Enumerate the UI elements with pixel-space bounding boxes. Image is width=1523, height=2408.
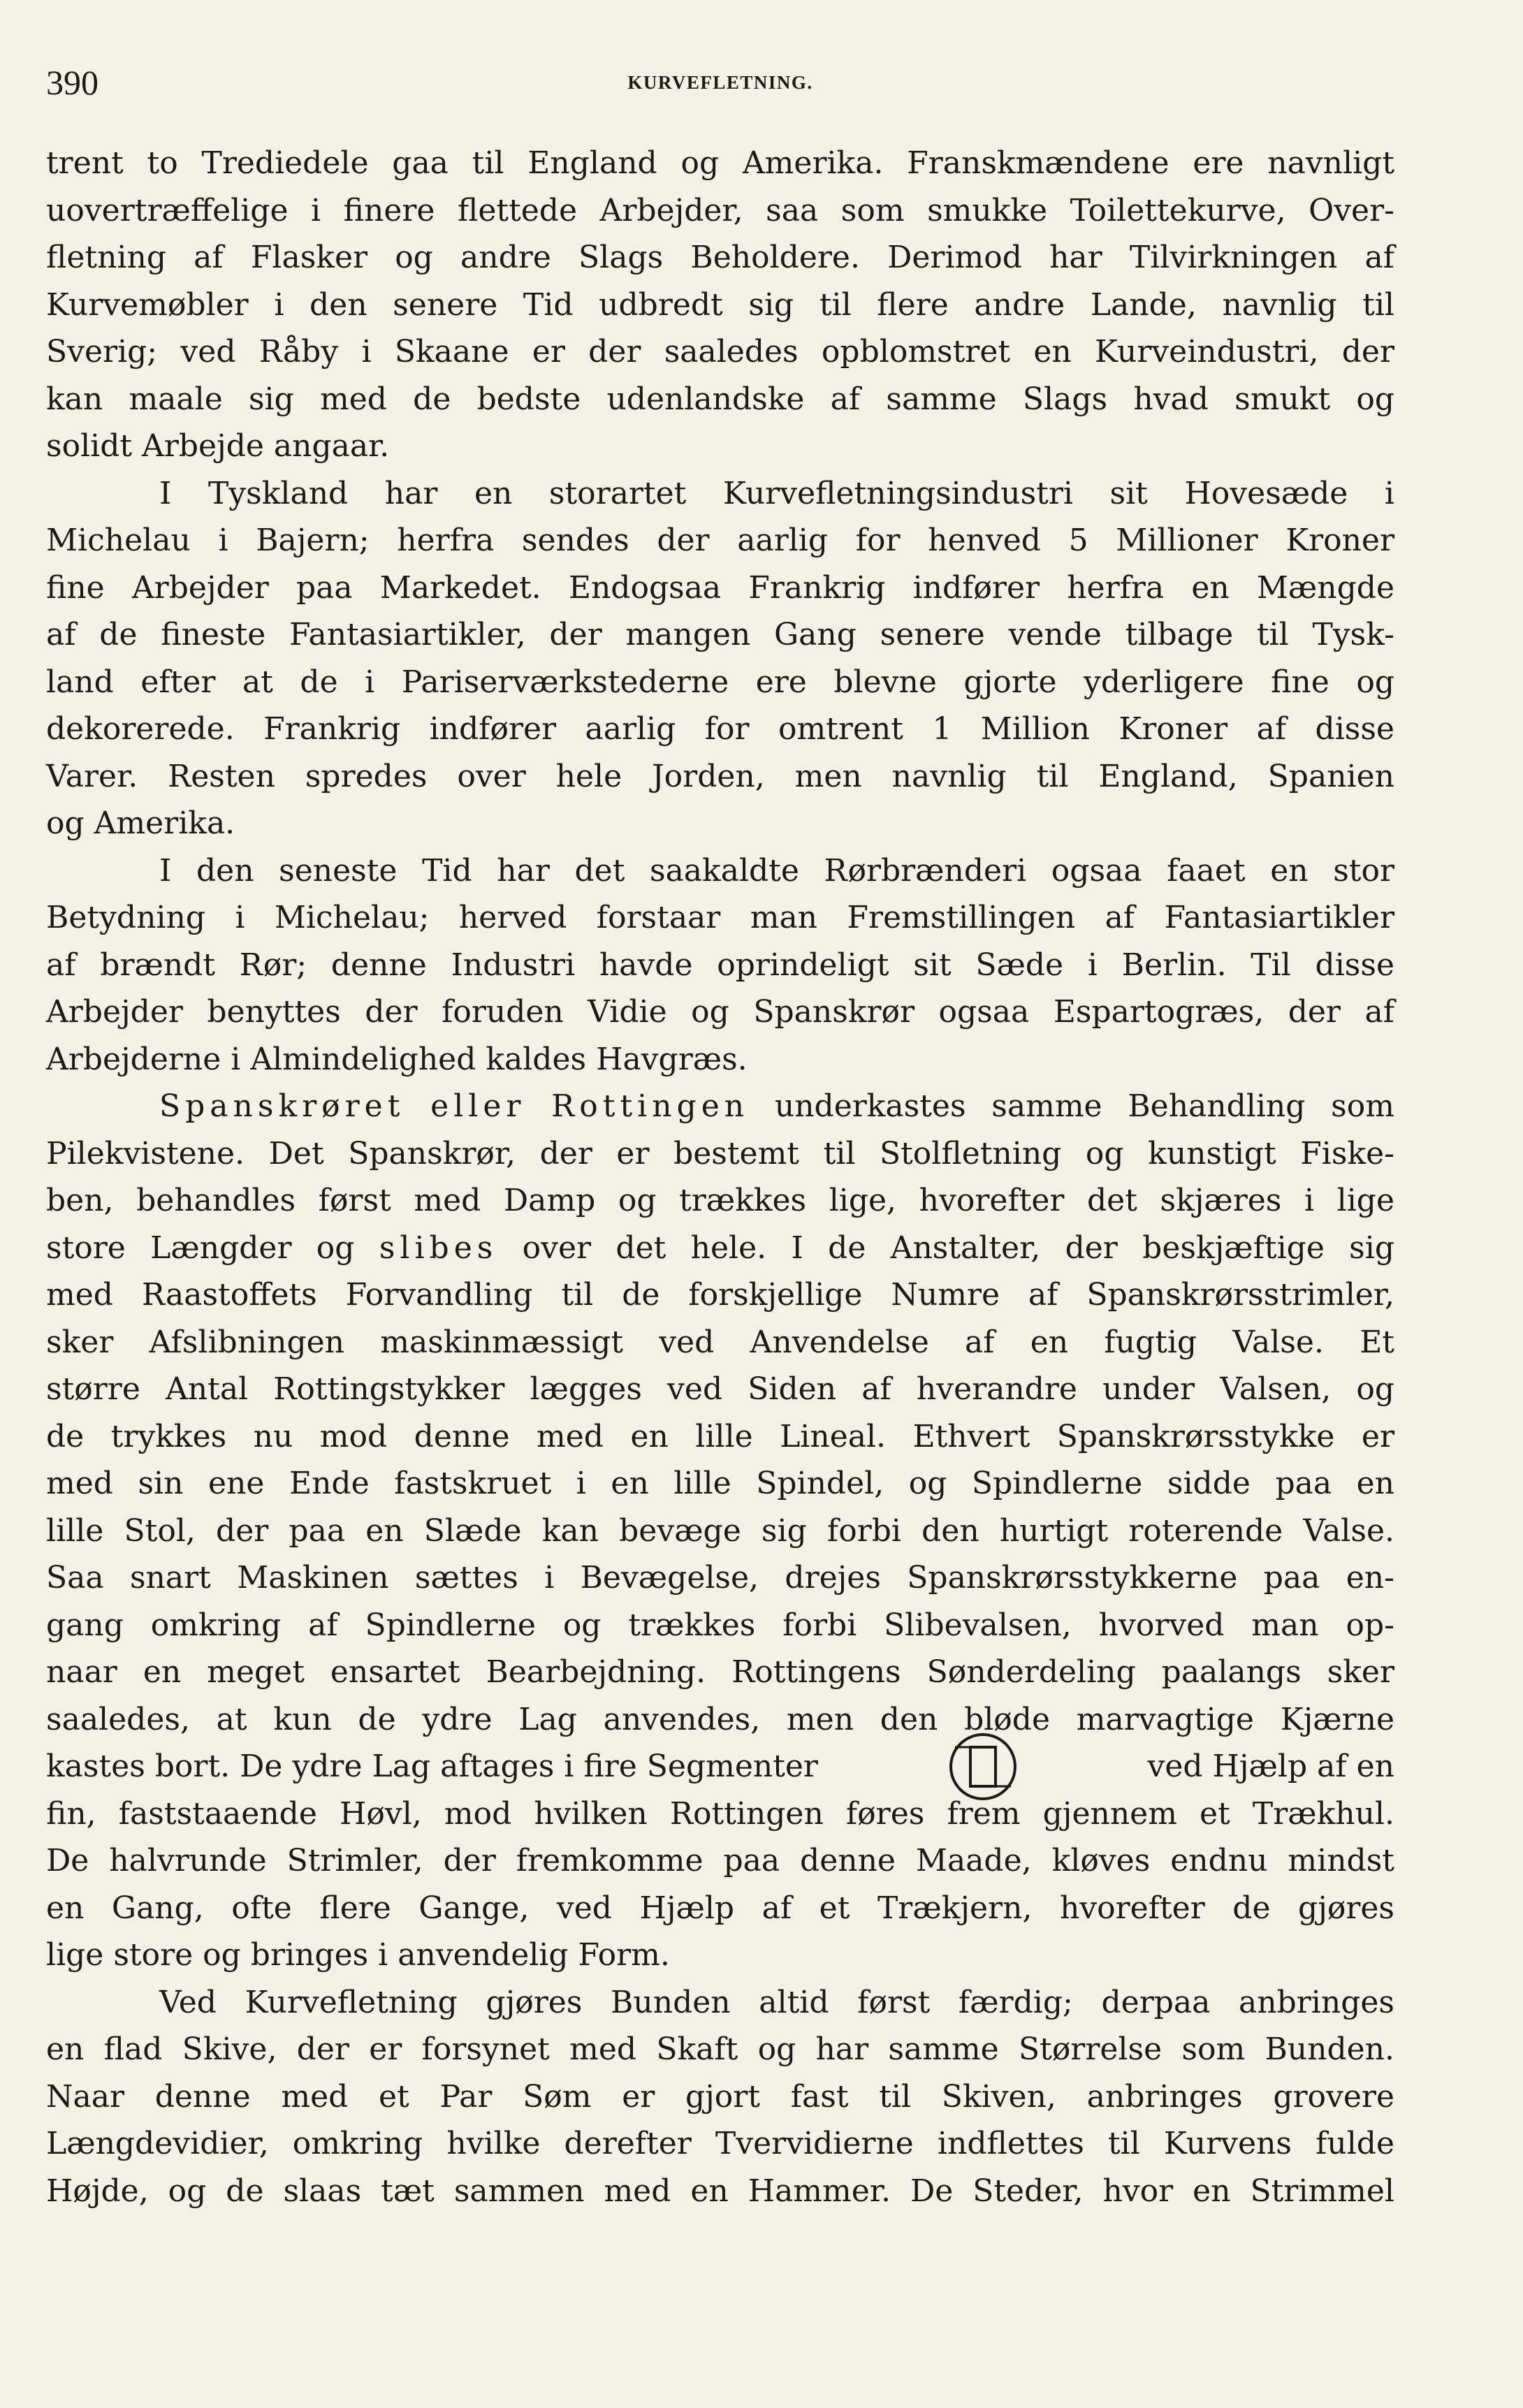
text-line: uovertræffelige i finere flettede Arbejder, saa som smukke Toilettekurve, Over- xyxy=(46,192,1394,228)
text-line: trent to Trediedele gaa til England og Amerika. Franskmændene ere navnligt xyxy=(46,145,1394,181)
text-line: Naar denne med et Par Søm er gjort fast til Skiven, anbringes grovere xyxy=(46,2078,1394,2115)
text-fragment: ved Hjælp af en xyxy=(1147,1749,1394,1784)
text-line: de trykkes nu mod denne med en lille Lineal. Ethvert Spanskrørsstykke er xyxy=(46,1418,1394,1454)
text-line: naar en meget ensartet Bearbejdning. Rottingens Sønderdeling paalangs sker xyxy=(46,1654,1394,1690)
text-fragment: store Længder og xyxy=(46,1229,355,1266)
text-line: fletning af Flasker og andre Slags Beholdere. Derimod har Tilvirkningen af xyxy=(46,240,1394,275)
text-line: Højde, og de slaas tæt sammen med en Hammer. De Steder, hvor en Strimmel xyxy=(46,2173,1394,2209)
spaced-term: eller xyxy=(430,1088,526,1124)
text-line: Længdevidier, omkring hvilke derefter Tvervidierne indflettes til Kurvens fulde xyxy=(46,2126,1394,2161)
text-fragment: kastes bort. De ydre Lag aftages i fire Segmenter xyxy=(46,1749,818,1784)
text-line: en flad Skive, der er forsynet med Skaft og har samme Størrelse som Bunden. xyxy=(46,2031,1394,2067)
text-line: af de fineste Fantasiartikler, der mangen Gang senere vende tilbage til Tysk- xyxy=(46,617,1394,652)
paragraph-start: Ved Kurvefletning gjøres Bunden altid først færdig; derpaa anbringes xyxy=(159,1984,1394,2020)
text-line: med Raastoffets Forvandling til de forskjellige Numre af Spanskrørsstrimler, xyxy=(46,1277,1394,1313)
text-fragment: over det hele. I de Anstalter, der beskjæftige sig xyxy=(522,1229,1395,1266)
text-line: Pilekvistene. Det Spanskrør, der er bestemt til Stolfletning og kunstigt Fiske- xyxy=(46,1135,1394,1172)
text-line: større Antal Rottingstykker lægges ved Siden af hverandre under Valsen, og xyxy=(46,1371,1394,1407)
text-line: dekorerede. Frankrig indfører aarlig for omtrent 1 Million Kroner af disse xyxy=(46,711,1394,747)
text-line: lige store og bringes i anvendelig Form. xyxy=(46,1937,670,1973)
running-head: KURVEFLETNING. xyxy=(627,72,813,93)
text-line: Sverig; ved Råby i Skaane er der saaledes opblomstret en Kurveindustri, der xyxy=(46,334,1394,370)
text-line: Michelau i Bajern; herfra sendes der aarlig for henved 5 Millioner Kroner xyxy=(46,523,1394,558)
text-line: sker Afslibningen maskinmæssigt ved Anvendelse af en fugtig Valse. Et xyxy=(46,1324,1394,1360)
text-line: Kurvemøbler i den senere Tid udbredt sig til flere andre Lande, navnlig til xyxy=(46,286,1394,323)
text-line: Saa snart Maskinen sættes i Bevægelse, drejes Spanskrørsstykkerne paa en- xyxy=(46,1560,1394,1596)
text-line: med sin ene Ende fastskruet i en lille Spindel, og Spindlerne sidde paa en xyxy=(46,1466,1394,1501)
text-line: lille Stol, der paa en Slæde kan bevæge sig forbi den hurtigt roterende Valse. xyxy=(46,1512,1394,1549)
spaced-term: slibes xyxy=(379,1229,498,1266)
paragraph-start xyxy=(46,1083,1394,1130)
text-fragment: underkastes samme Behandling som xyxy=(774,1088,1394,1124)
text-line: fine Arbejder paa Markedet. Endogsaa Frankrig indfører herfra en Mængde xyxy=(46,569,1394,606)
text-line: Varer. Resten spredes over hele Jorden, men navnlig til England, Spanien xyxy=(46,758,1394,794)
paragraph-start: I Tyskland har en storartet Kurvefletningsindustri sit Hovesæde i xyxy=(159,475,1394,511)
text-line: land efter at de i Pariserværkstederne ere blevne gjorte yderligere fine og xyxy=(46,664,1394,700)
text-line: kan maale sig med de bedste udenlandske af samme Slags hvad smukt og xyxy=(46,381,1394,417)
spaced-term: Spanskrøret xyxy=(159,1088,405,1124)
text-line: saaledes, at kun de ydre Lag anvendes, men den bløde marvagtige Kjærne xyxy=(46,1701,1394,1737)
text-line: solidt Arbejde angaar. xyxy=(46,428,390,464)
text-line: fin, faststaaende Høvl, mod hvilken Rottingen føres frem gjennem et Trækhul. xyxy=(46,1795,1394,1832)
text-line: Betydning i Michelau; herved forstaar man Fremstillingen af Fantasiartikler xyxy=(46,900,1394,935)
text-line: og Amerika. xyxy=(46,805,235,841)
spaced-term: Rottingen xyxy=(551,1088,750,1124)
text-line xyxy=(46,1225,1394,1272)
page-number: 390 xyxy=(46,63,99,102)
text-line: gang omkring af Spindlerne og trækkes forbi Slibevalsen, hvorved man op- xyxy=(46,1607,1394,1643)
text-line: De halvrunde Strimler, der fremkomme paa denne Maade, kløves endnu mindst xyxy=(46,1843,1394,1878)
text-line: en Gang, ofte flere Gange, ved Hjælp af et Trækjern, hvorefter de gjøres xyxy=(46,1890,1394,1926)
page-header xyxy=(46,54,1394,110)
text-line: af brændt Rør; denne Industri havde oprindeligt sit Sæde i Berlin. Til disse xyxy=(46,947,1394,983)
text-line-with-figure xyxy=(46,1743,1394,1790)
paragraph-start: I den seneste Tid har det saakaldte Rørbrænderi ogsaa faaet en stor xyxy=(159,852,1394,889)
text-line: Arbejder benyttes der foruden Vidie og Spanskrør ogsaa Espartogræs, der af xyxy=(46,994,1394,1030)
text-line: Arbejderne i Almindelighed kaldes Havgræs. xyxy=(46,1041,748,1077)
text-line: ben, behandles først med Damp og trækkes lige, hvorefter det skjæres i lige xyxy=(46,1183,1394,1218)
body-text xyxy=(46,140,1394,2214)
